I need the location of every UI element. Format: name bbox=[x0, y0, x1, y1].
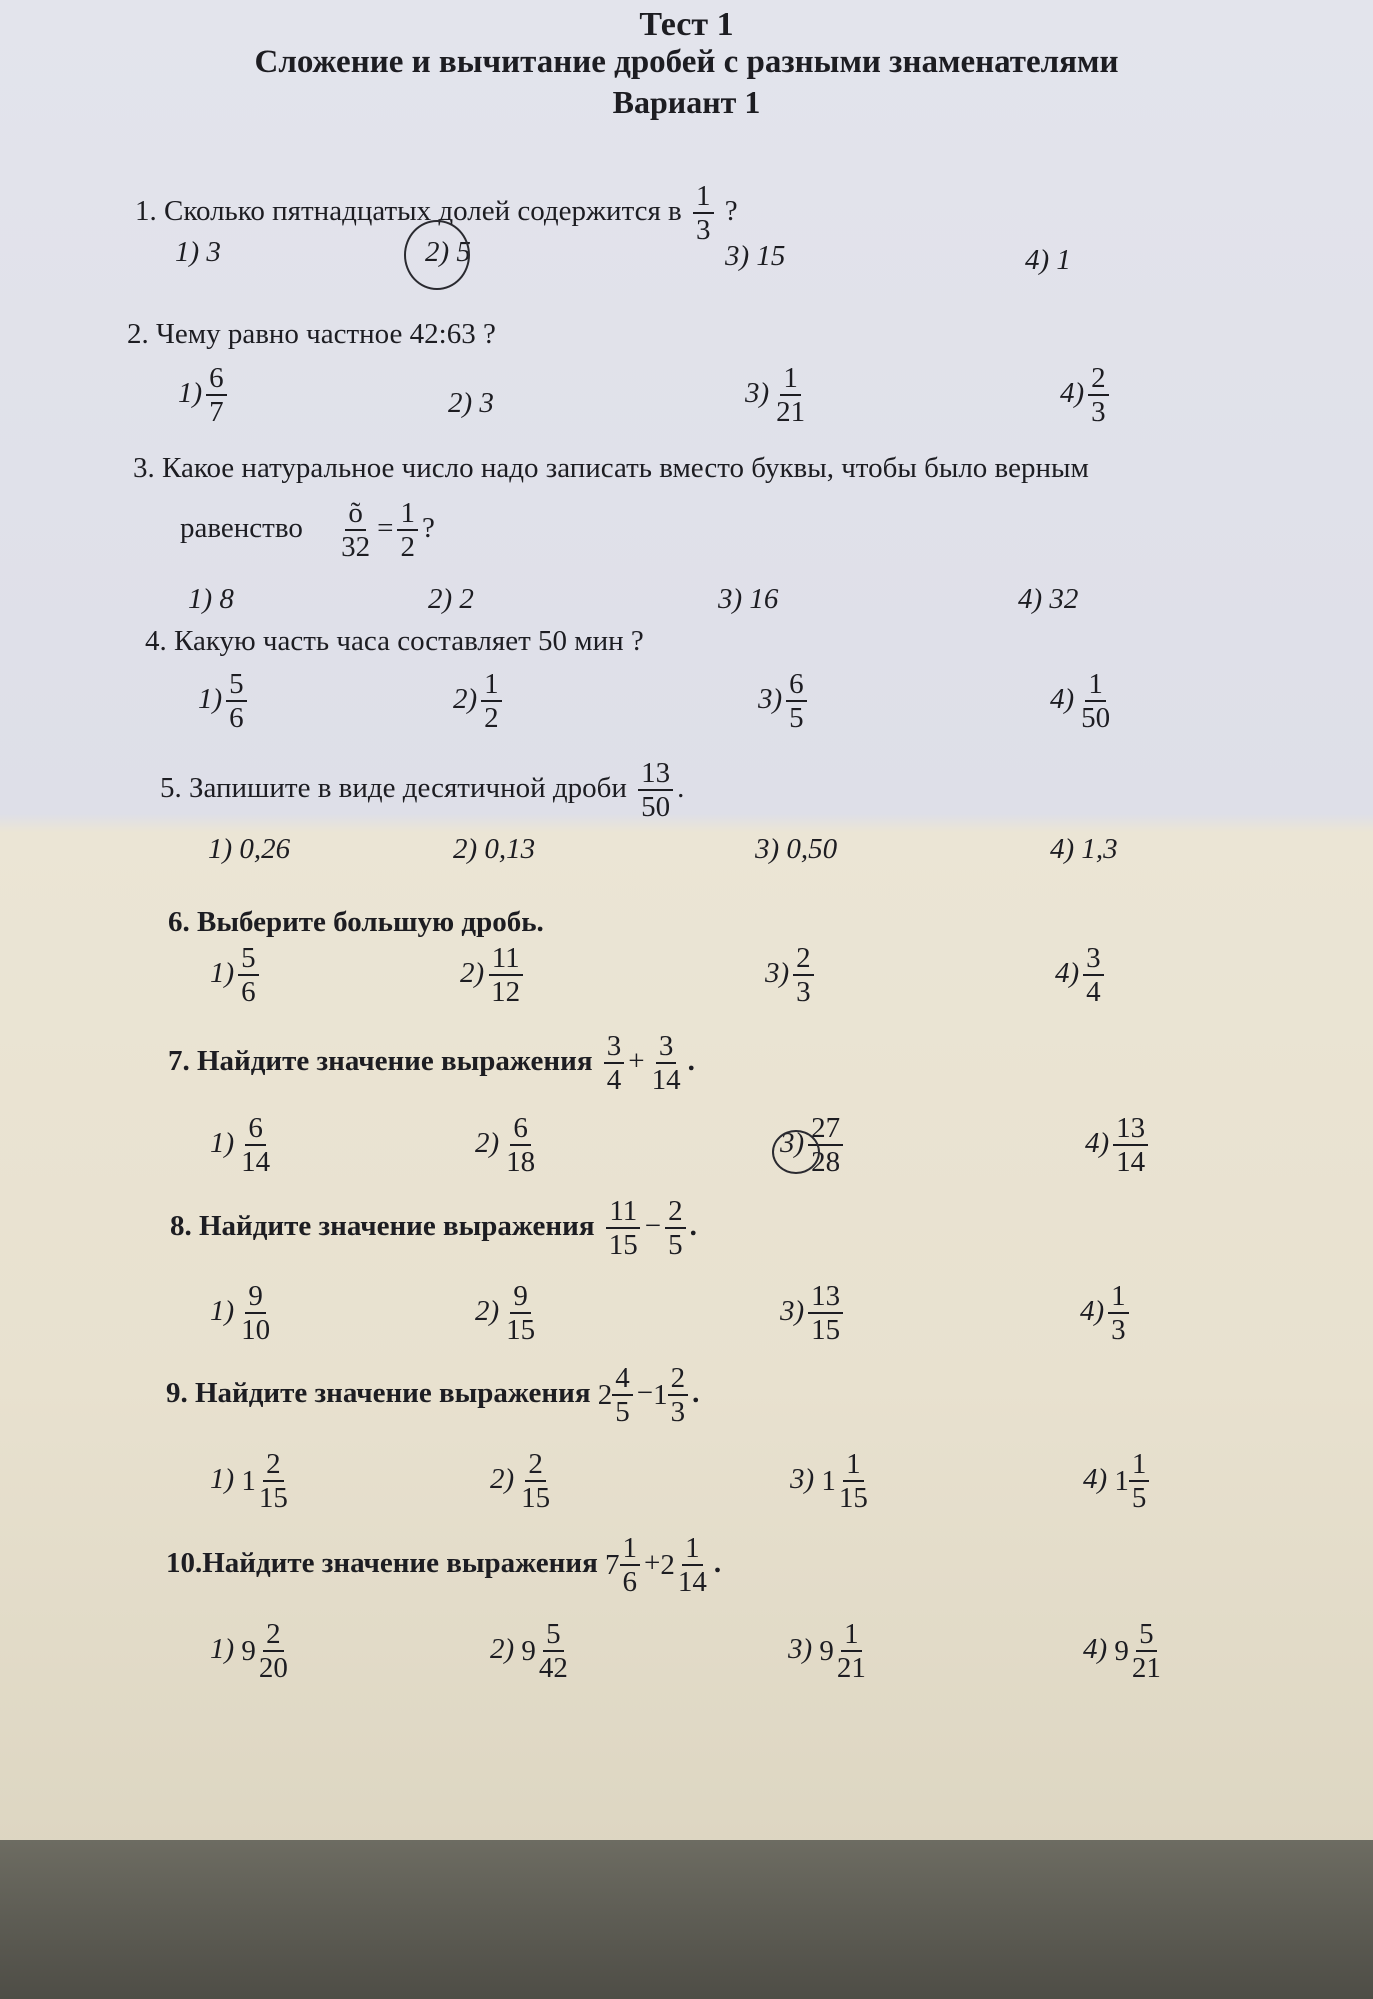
denominator: 20 bbox=[258, 1652, 288, 1685]
denominator: 15 bbox=[811, 1314, 841, 1347]
numerator: 9 bbox=[510, 1280, 531, 1314]
question-text: Чему равно частное 42:63 ? bbox=[156, 318, 496, 350]
question-tail: . bbox=[687, 1045, 695, 1078]
numerator: 4 bbox=[612, 1362, 633, 1396]
option-8-2[interactable] bbox=[475, 1280, 542, 1347]
denominator: 7 bbox=[209, 396, 224, 429]
option-6-4[interactable] bbox=[1055, 942, 1108, 1009]
denominator: 2 bbox=[400, 531, 415, 564]
denominator: 4 bbox=[606, 1064, 622, 1097]
fraction bbox=[503, 1280, 538, 1347]
fraction bbox=[693, 180, 714, 247]
option-1-3[interactable]: 3) 15 bbox=[725, 240, 786, 272]
option-label: 4) bbox=[1060, 377, 1085, 410]
question-text: Найдите значение выражения bbox=[199, 1210, 595, 1243]
option-label: 2) bbox=[475, 1127, 500, 1160]
denominator: 14 bbox=[677, 1566, 707, 1599]
option-9-3[interactable] bbox=[790, 1448, 875, 1515]
numerator: 2 bbox=[263, 1618, 284, 1652]
numerator: 1 bbox=[1129, 1448, 1150, 1482]
question-text: Какую часть часа составляет 50 мин ? bbox=[174, 625, 644, 657]
question-text: Найдите значение выражения bbox=[195, 1377, 591, 1410]
option-label: 2) bbox=[460, 957, 485, 990]
question-text: Сколько пятнадцатых долей содержится в bbox=[164, 195, 682, 228]
numerator: 1 bbox=[682, 1532, 703, 1566]
numerator: 1 bbox=[620, 1532, 641, 1566]
option-label: 4) bbox=[1050, 683, 1075, 716]
fraction bbox=[536, 1618, 571, 1685]
question-number: 2. bbox=[127, 318, 149, 350]
numerator: 2 bbox=[793, 942, 814, 976]
denominator: 42 bbox=[538, 1652, 568, 1685]
fraction bbox=[675, 1532, 710, 1599]
question-text: Какое натуральное число надо записать вместо буквы, чтобы было верным bbox=[162, 452, 1089, 484]
numerator: 1 bbox=[1085, 668, 1106, 702]
option-4-4[interactable] bbox=[1050, 668, 1117, 735]
question-number: 10. bbox=[166, 1547, 203, 1580]
question-4 bbox=[145, 625, 644, 658]
fraction bbox=[786, 668, 807, 735]
numerator: 3 bbox=[656, 1030, 677, 1064]
option-label: 1) bbox=[178, 377, 203, 410]
fraction bbox=[793, 942, 814, 1009]
whole-part: 1 bbox=[1114, 1464, 1129, 1497]
denominator: 21 bbox=[1131, 1652, 1161, 1685]
numerator: 11 bbox=[606, 1195, 640, 1229]
numerator: 5 bbox=[543, 1618, 564, 1652]
denominator: 50 bbox=[1081, 702, 1111, 735]
numerator: 5 bbox=[226, 668, 247, 702]
fraction bbox=[773, 362, 808, 429]
fraction bbox=[238, 1280, 273, 1347]
option-3-3[interactable]: 3) 16 bbox=[718, 583, 779, 615]
denominator: 5 bbox=[668, 1229, 683, 1262]
denominator: 3 bbox=[696, 214, 711, 247]
option-label: 4) bbox=[1083, 1463, 1108, 1496]
whole-part: 9 bbox=[1114, 1634, 1129, 1667]
fraction bbox=[606, 1195, 641, 1262]
option-label: 3) bbox=[780, 1295, 805, 1328]
fraction bbox=[808, 1280, 843, 1347]
pen-circle-mark bbox=[772, 1130, 820, 1174]
fraction bbox=[397, 497, 418, 564]
question-5 bbox=[160, 757, 684, 824]
numerator: 1 bbox=[397, 497, 418, 531]
numerator: 1 bbox=[841, 1618, 862, 1652]
question-text-line2: равенство bbox=[180, 512, 303, 545]
denominator: 21 bbox=[836, 1652, 866, 1685]
denominator: 15 bbox=[521, 1482, 551, 1515]
fraction bbox=[338, 497, 373, 564]
denominator: 6 bbox=[229, 702, 244, 735]
denominator: 6 bbox=[622, 1566, 638, 1599]
pen-circle-mark bbox=[404, 220, 470, 290]
fraction bbox=[668, 1362, 689, 1429]
numerator: 5 bbox=[1136, 1618, 1157, 1652]
question-tail: . bbox=[713, 1547, 722, 1580]
numerator: 1 bbox=[693, 180, 714, 214]
numerator: 13 bbox=[638, 757, 673, 791]
whole-part: 1 bbox=[241, 1464, 256, 1497]
fraction bbox=[206, 362, 227, 429]
option-6-1[interactable] bbox=[210, 942, 263, 1009]
option-label: 4) bbox=[1080, 1295, 1105, 1328]
option-8-3[interactable] bbox=[780, 1280, 847, 1347]
whole-part: 9 bbox=[521, 1634, 536, 1667]
question-text: Найдите значение выражения bbox=[197, 1045, 593, 1078]
numerator: 1 bbox=[843, 1448, 864, 1482]
fraction bbox=[1083, 942, 1104, 1009]
denominator: 6 bbox=[241, 976, 256, 1009]
question-7 bbox=[168, 1030, 695, 1097]
operator: − bbox=[644, 1210, 662, 1243]
option-7-1[interactable] bbox=[210, 1112, 277, 1179]
denominator: 14 bbox=[241, 1146, 271, 1179]
numerator: 2 bbox=[263, 1448, 284, 1482]
fraction bbox=[238, 1112, 273, 1179]
denominator: 3 bbox=[1111, 1314, 1126, 1347]
fraction bbox=[1129, 1618, 1164, 1685]
option-4-1[interactable] bbox=[198, 668, 251, 735]
fraction bbox=[649, 1030, 684, 1097]
numerator: 9 bbox=[245, 1280, 266, 1314]
option-label: 1) bbox=[210, 1633, 235, 1666]
test-variant: Вариант 1 bbox=[612, 84, 761, 120]
option-label: 4) bbox=[1055, 957, 1080, 990]
option-6-2[interactable] bbox=[460, 942, 527, 1009]
option-10-3[interactable] bbox=[788, 1618, 873, 1685]
question-10 bbox=[166, 1532, 721, 1599]
fraction bbox=[836, 1448, 871, 1515]
whole-part: 2 bbox=[660, 1548, 675, 1581]
question-number: 3. bbox=[133, 452, 155, 484]
option-6-3[interactable] bbox=[765, 942, 818, 1009]
option-8-4[interactable] bbox=[1080, 1280, 1133, 1347]
option-4-3[interactable] bbox=[758, 668, 811, 735]
fraction bbox=[238, 942, 259, 1009]
question-number: 9. bbox=[166, 1377, 188, 1410]
fraction bbox=[604, 1030, 625, 1097]
denominator: 15 bbox=[838, 1482, 868, 1515]
question-number: 6. bbox=[168, 906, 190, 938]
whole-part: 2 bbox=[597, 1378, 613, 1411]
denominator: 4 bbox=[1086, 976, 1101, 1009]
fraction bbox=[665, 1195, 686, 1262]
fraction bbox=[612, 1362, 633, 1429]
fraction bbox=[638, 757, 673, 824]
question-tail: . bbox=[692, 1377, 700, 1410]
option-9-2[interactable] bbox=[490, 1448, 557, 1515]
option-7-4[interactable] bbox=[1085, 1112, 1152, 1179]
fraction bbox=[620, 1532, 641, 1599]
option-10-4[interactable] bbox=[1083, 1618, 1168, 1685]
denominator: 3 bbox=[796, 976, 811, 1009]
question-text: Выберите большую дробь. bbox=[197, 906, 544, 938]
option-2-4[interactable] bbox=[1060, 362, 1113, 429]
option-label: 3) bbox=[745, 377, 770, 410]
option-1-1[interactable]: 1) 3 bbox=[175, 236, 221, 268]
fraction bbox=[834, 1618, 869, 1685]
numerator: 3 bbox=[1083, 942, 1104, 976]
denominator: 15 bbox=[608, 1229, 638, 1262]
question-8 bbox=[170, 1195, 697, 1262]
fraction bbox=[1078, 668, 1113, 735]
denominator: 12 bbox=[491, 976, 521, 1009]
whole-part: 1 bbox=[821, 1464, 836, 1497]
denominator: 10 bbox=[241, 1314, 271, 1347]
denominator: 5 bbox=[789, 702, 804, 735]
option-label: 3) bbox=[765, 957, 790, 990]
fraction bbox=[488, 942, 523, 1009]
question-text: Найдите значение выражения bbox=[202, 1547, 598, 1580]
option-2-2[interactable]: 2) 3 bbox=[448, 387, 494, 419]
test-title: Тест 1 bbox=[639, 6, 734, 43]
option-4-2[interactable] bbox=[453, 668, 506, 735]
option-9-4[interactable] bbox=[1083, 1448, 1153, 1515]
denominator: 15 bbox=[258, 1482, 288, 1515]
question-number: 8. bbox=[170, 1210, 192, 1243]
numerator: 6 bbox=[206, 362, 227, 396]
denominator: 32 bbox=[341, 531, 371, 564]
fraction bbox=[256, 1618, 291, 1685]
question-number: 7. bbox=[168, 1045, 190, 1078]
denominator: 5 bbox=[1131, 1482, 1147, 1515]
option-9-1[interactable] bbox=[210, 1448, 295, 1515]
numerator: 6 bbox=[510, 1112, 531, 1146]
option-label: 4) bbox=[1083, 1633, 1108, 1666]
numerator: 1 bbox=[1108, 1280, 1129, 1314]
fraction bbox=[1108, 1280, 1129, 1347]
numerator: 11 bbox=[489, 942, 523, 976]
whole-part: 9 bbox=[819, 1634, 834, 1667]
option-2-1[interactable] bbox=[178, 362, 231, 429]
option-1-4[interactable]: 4) 1 bbox=[1025, 244, 1071, 276]
option-label: 3) bbox=[790, 1463, 815, 1496]
question-3-equation bbox=[180, 497, 435, 564]
option-label: 1) bbox=[210, 957, 235, 990]
option-label: 2) bbox=[453, 683, 478, 716]
fraction bbox=[1113, 1112, 1148, 1179]
fraction bbox=[256, 1448, 291, 1515]
whole-part: 9 bbox=[241, 1634, 256, 1667]
numerator: 1 bbox=[780, 362, 801, 396]
numerator: 13 bbox=[808, 1280, 843, 1314]
denominator: 18 bbox=[506, 1146, 536, 1179]
numerator: 3 bbox=[604, 1030, 625, 1064]
option-5-2[interactable]: 2) 0,13 bbox=[453, 833, 536, 865]
equals-sign: = bbox=[377, 512, 394, 545]
whole-part: 7 bbox=[605, 1548, 620, 1581]
option-10-1[interactable] bbox=[210, 1618, 295, 1685]
whole-part: 1 bbox=[653, 1378, 668, 1411]
question-text: Запишите в виде десятичной дроби bbox=[189, 772, 627, 805]
question-number: 5. bbox=[160, 772, 182, 805]
fraction bbox=[1129, 1448, 1150, 1515]
option-3-4[interactable]: 4) 32 bbox=[1018, 583, 1079, 615]
numerator: 27 bbox=[808, 1112, 843, 1146]
table-background bbox=[0, 1840, 1373, 1999]
option-label: 1) bbox=[210, 1463, 235, 1496]
numerator: 6 bbox=[245, 1112, 266, 1146]
numerator: 2 bbox=[668, 1362, 689, 1396]
fraction bbox=[481, 668, 502, 735]
fraction bbox=[226, 668, 247, 735]
option-5-4[interactable]: 4) 1,3 bbox=[1050, 833, 1118, 865]
denominator: 5 bbox=[615, 1396, 630, 1429]
denominator: 15 bbox=[506, 1314, 536, 1347]
question-9 bbox=[166, 1362, 699, 1429]
option-3-2[interactable]: 2) 2 bbox=[428, 583, 474, 615]
operator: + bbox=[644, 1547, 661, 1580]
numerator: 1 bbox=[481, 668, 502, 702]
option-label: 2) bbox=[490, 1463, 515, 1496]
question-number: 4. bbox=[145, 625, 167, 657]
option-label: 4) bbox=[1085, 1127, 1110, 1160]
option-label: 1) bbox=[210, 1127, 235, 1160]
option-8-1[interactable] bbox=[210, 1280, 277, 1347]
operator: − bbox=[636, 1377, 654, 1410]
option-label: 2) bbox=[475, 1295, 500, 1328]
option-1-2[interactable]: 2) 5 bbox=[425, 236, 471, 268]
numerator: õ bbox=[345, 497, 366, 531]
denominator: 28 bbox=[811, 1146, 841, 1179]
numerator: 5 bbox=[238, 942, 259, 976]
option-5-3[interactable]: 3) 0,50 bbox=[755, 833, 838, 865]
test-subtitle: Сложение и вычитание дробей с разными знаменателями bbox=[254, 44, 1119, 80]
operator: + bbox=[628, 1045, 645, 1078]
fraction bbox=[503, 1112, 538, 1179]
numerator: 6 bbox=[786, 668, 807, 702]
option-label: 3) bbox=[780, 1127, 805, 1160]
option-label: 1) bbox=[210, 1295, 235, 1328]
numerator: 2 bbox=[525, 1448, 546, 1482]
option-2-3[interactable] bbox=[745, 362, 812, 429]
question-3 bbox=[133, 452, 1089, 485]
option-10-2[interactable] bbox=[490, 1618, 575, 1685]
option-label: 3) bbox=[758, 683, 783, 716]
option-label: 2) bbox=[490, 1633, 515, 1666]
option-3-1[interactable]: 1) 8 bbox=[188, 583, 234, 615]
option-7-2[interactable] bbox=[475, 1112, 542, 1179]
numerator: 2 bbox=[665, 1195, 686, 1229]
denominator: 2 bbox=[484, 702, 499, 735]
fraction bbox=[1088, 362, 1109, 429]
question-number: 1. bbox=[135, 195, 157, 228]
denominator: 3 bbox=[670, 1396, 686, 1429]
question-2 bbox=[127, 318, 496, 351]
option-label: 1) bbox=[198, 683, 223, 716]
question-tail: ? bbox=[724, 195, 738, 228]
question-tail: . bbox=[677, 772, 685, 805]
question-tail: ? bbox=[421, 512, 435, 545]
question-tail: . bbox=[689, 1210, 697, 1243]
denominator: 21 bbox=[776, 396, 806, 429]
numerator: 2 bbox=[1088, 362, 1109, 396]
numerator: 13 bbox=[1113, 1112, 1148, 1146]
option-5-1[interactable]: 1) 0,26 bbox=[208, 833, 291, 865]
fraction bbox=[518, 1448, 553, 1515]
question-6 bbox=[168, 906, 544, 939]
denominator: 3 bbox=[1091, 396, 1106, 429]
denominator: 14 bbox=[651, 1064, 681, 1097]
denominator: 14 bbox=[1116, 1146, 1146, 1179]
denominator: 50 bbox=[641, 791, 671, 824]
option-label: 3) bbox=[788, 1633, 813, 1666]
